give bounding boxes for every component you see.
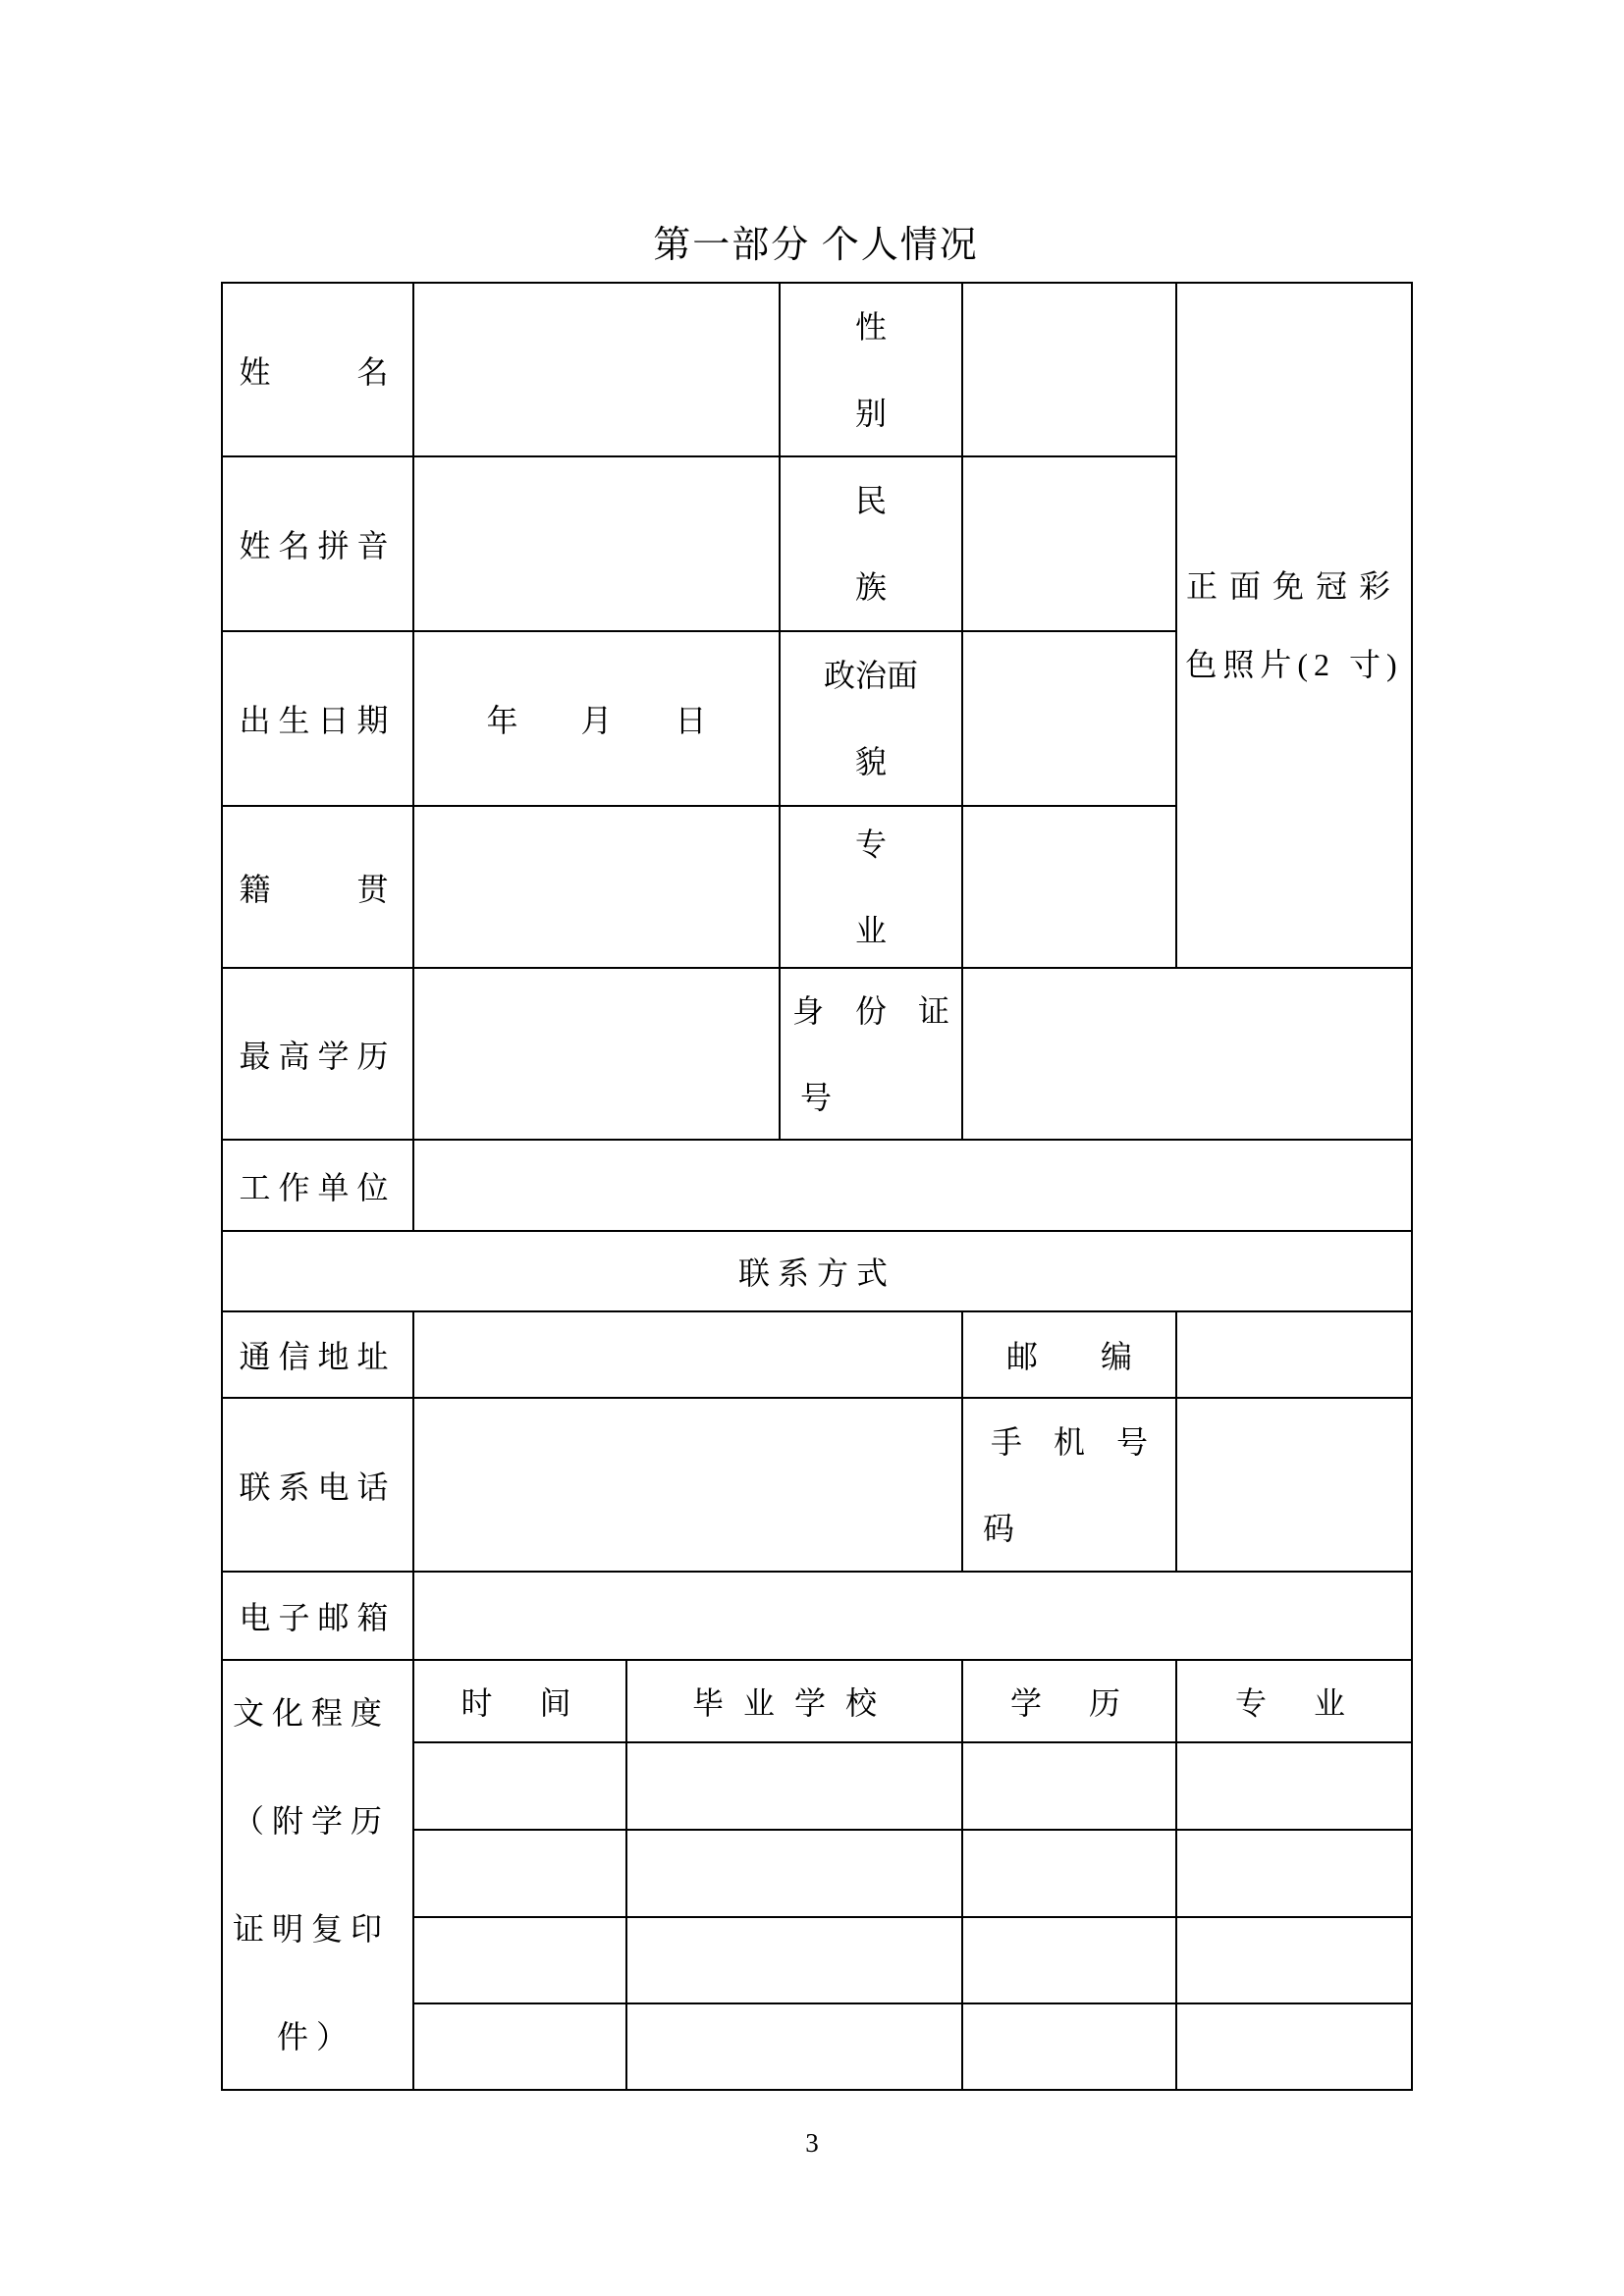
- address-label: [223, 1312, 414, 1399]
- edu-row4-school-field[interactable]: [627, 2004, 963, 2091]
- birth-date-field[interactable]: [414, 632, 781, 807]
- edu-row2-major-field[interactable]: [1177, 1831, 1413, 1918]
- edu-row2-degree-field[interactable]: [963, 1831, 1177, 1918]
- edu-row1-time-field[interactable]: [414, 1743, 627, 1831]
- phone-label: [223, 1399, 414, 1573]
- education-section-label-line3: 证明复印: [233, 1911, 391, 1947]
- birth-date-label: [223, 632, 414, 807]
- contact-section-header: [223, 1232, 1413, 1312]
- edu-row2-school-field[interactable]: [627, 1831, 963, 1918]
- id-number-label: [781, 969, 963, 1141]
- highest-degree-label: [223, 969, 414, 1141]
- mobile-field[interactable]: [1177, 1399, 1413, 1573]
- address-label-text: 通信地址: [239, 1339, 397, 1374]
- name-pinyin-field[interactable]: [414, 457, 781, 632]
- edu-row4-major-field[interactable]: [1177, 2004, 1413, 2091]
- edu-row1-major-field[interactable]: [1177, 1743, 1413, 1831]
- ethnicity-label-line2: 族: [854, 569, 887, 605]
- major-field[interactable]: [963, 807, 1177, 969]
- edu-header-school: [627, 1661, 963, 1743]
- id-number-label-line2: 号: [800, 1079, 833, 1115]
- name-label: [223, 284, 414, 457]
- ethnicity-label: [781, 457, 963, 632]
- photo-note-line1: 正面免冠彩: [1185, 568, 1402, 604]
- id-number-label-line1: 身 份 证: [791, 992, 949, 1029]
- edu-row3-degree-field[interactable]: [963, 1918, 1177, 2004]
- page-title: 第一部分 个人情况: [653, 225, 979, 266]
- major-label: [781, 807, 963, 969]
- edu-header-major-text: 专 业: [1234, 1685, 1353, 1721]
- political-status-label-line1: 政治面: [823, 658, 918, 693]
- political-status-field[interactable]: [963, 632, 1177, 807]
- phone-field[interactable]: [414, 1399, 963, 1573]
- political-status-label-line2: 貌: [854, 744, 887, 779]
- work-unit-field[interactable]: [414, 1141, 1413, 1232]
- photo-note-line2: 色照片(2 寸): [1185, 647, 1403, 682]
- edu-row4-degree-field[interactable]: [963, 2004, 1177, 2091]
- name-label-text: 姓 名: [239, 353, 397, 390]
- birth-date-label-text: 出生日期: [239, 703, 397, 738]
- postal-code-field[interactable]: [1177, 1312, 1413, 1399]
- education-section-label: [223, 1661, 414, 2091]
- highest-degree-label-text: 最高学历: [239, 1038, 397, 1074]
- photo-placeholder[interactable]: [1177, 284, 1413, 969]
- email-label: [223, 1573, 414, 1661]
- edu-header-school-text: 毕业学校: [691, 1685, 896, 1721]
- ethnicity-label-line1: 民: [854, 483, 887, 518]
- edu-row3-major-field[interactable]: [1177, 1918, 1413, 2004]
- edu-row3-time-field[interactable]: [414, 1918, 627, 2004]
- edu-header-time: [414, 1661, 627, 1743]
- edu-row2-time-field[interactable]: [414, 1831, 627, 1918]
- major-label-line2: 业: [854, 912, 887, 948]
- edu-row1-school-field[interactable]: [627, 1743, 963, 1831]
- education-section-label-line2: （附学历: [233, 1803, 391, 1839]
- gender-label: [781, 284, 963, 457]
- edu-row4-time-field[interactable]: [414, 2004, 627, 2091]
- political-status-label: [781, 632, 963, 807]
- gender-label-line1: 性: [854, 308, 887, 345]
- mobile-label: [963, 1399, 1177, 1573]
- email-label-text: 电子邮箱: [239, 1600, 397, 1635]
- page-number: 3: [805, 2128, 819, 2158]
- postal-code-label-text: 邮 编: [1005, 1339, 1132, 1374]
- native-place-label: [223, 807, 414, 969]
- address-field[interactable]: [414, 1312, 963, 1399]
- mobile-label-line2: 码: [983, 1510, 1015, 1546]
- birth-date-hint-text: 年 月 日: [486, 703, 707, 738]
- phone-label-text: 联系电话: [239, 1468, 397, 1505]
- major-label-line1: 专: [854, 826, 887, 862]
- gender-field[interactable]: [963, 284, 1177, 457]
- education-section-label-line4: 件）: [277, 2019, 356, 2055]
- work-unit-label: [223, 1141, 414, 1232]
- id-number-field[interactable]: [963, 969, 1413, 1141]
- edu-header-degree-text: 学 历: [1009, 1685, 1128, 1721]
- highest-degree-field[interactable]: [414, 969, 781, 1141]
- email-field[interactable]: [414, 1573, 1413, 1661]
- edu-header-major: [1177, 1661, 1413, 1743]
- education-section-label-line1: 文化程度: [233, 1695, 391, 1731]
- native-place-field[interactable]: [414, 807, 781, 969]
- gender-label-line2: 别: [854, 395, 887, 431]
- edu-header-degree: [963, 1661, 1177, 1743]
- native-place-label-text: 籍 贯: [239, 871, 397, 907]
- edu-row1-degree-field[interactable]: [963, 1743, 1177, 1831]
- ethnicity-field[interactable]: [963, 457, 1177, 632]
- postal-code-label: [963, 1312, 1177, 1399]
- personal-info-table: [221, 282, 1413, 2091]
- mobile-label-line1: 手 机 号: [990, 1423, 1148, 1460]
- edu-row3-school-field[interactable]: [627, 1918, 963, 2004]
- name-pinyin-label: [223, 457, 414, 632]
- name-pinyin-label-text: 姓名拼音: [239, 528, 397, 563]
- edu-header-time-text: 时 间: [460, 1685, 579, 1721]
- contact-section-header-text: 联系方式: [737, 1255, 895, 1291]
- name-field[interactable]: [414, 284, 781, 457]
- work-unit-label-text: 工作单位: [239, 1169, 397, 1205]
